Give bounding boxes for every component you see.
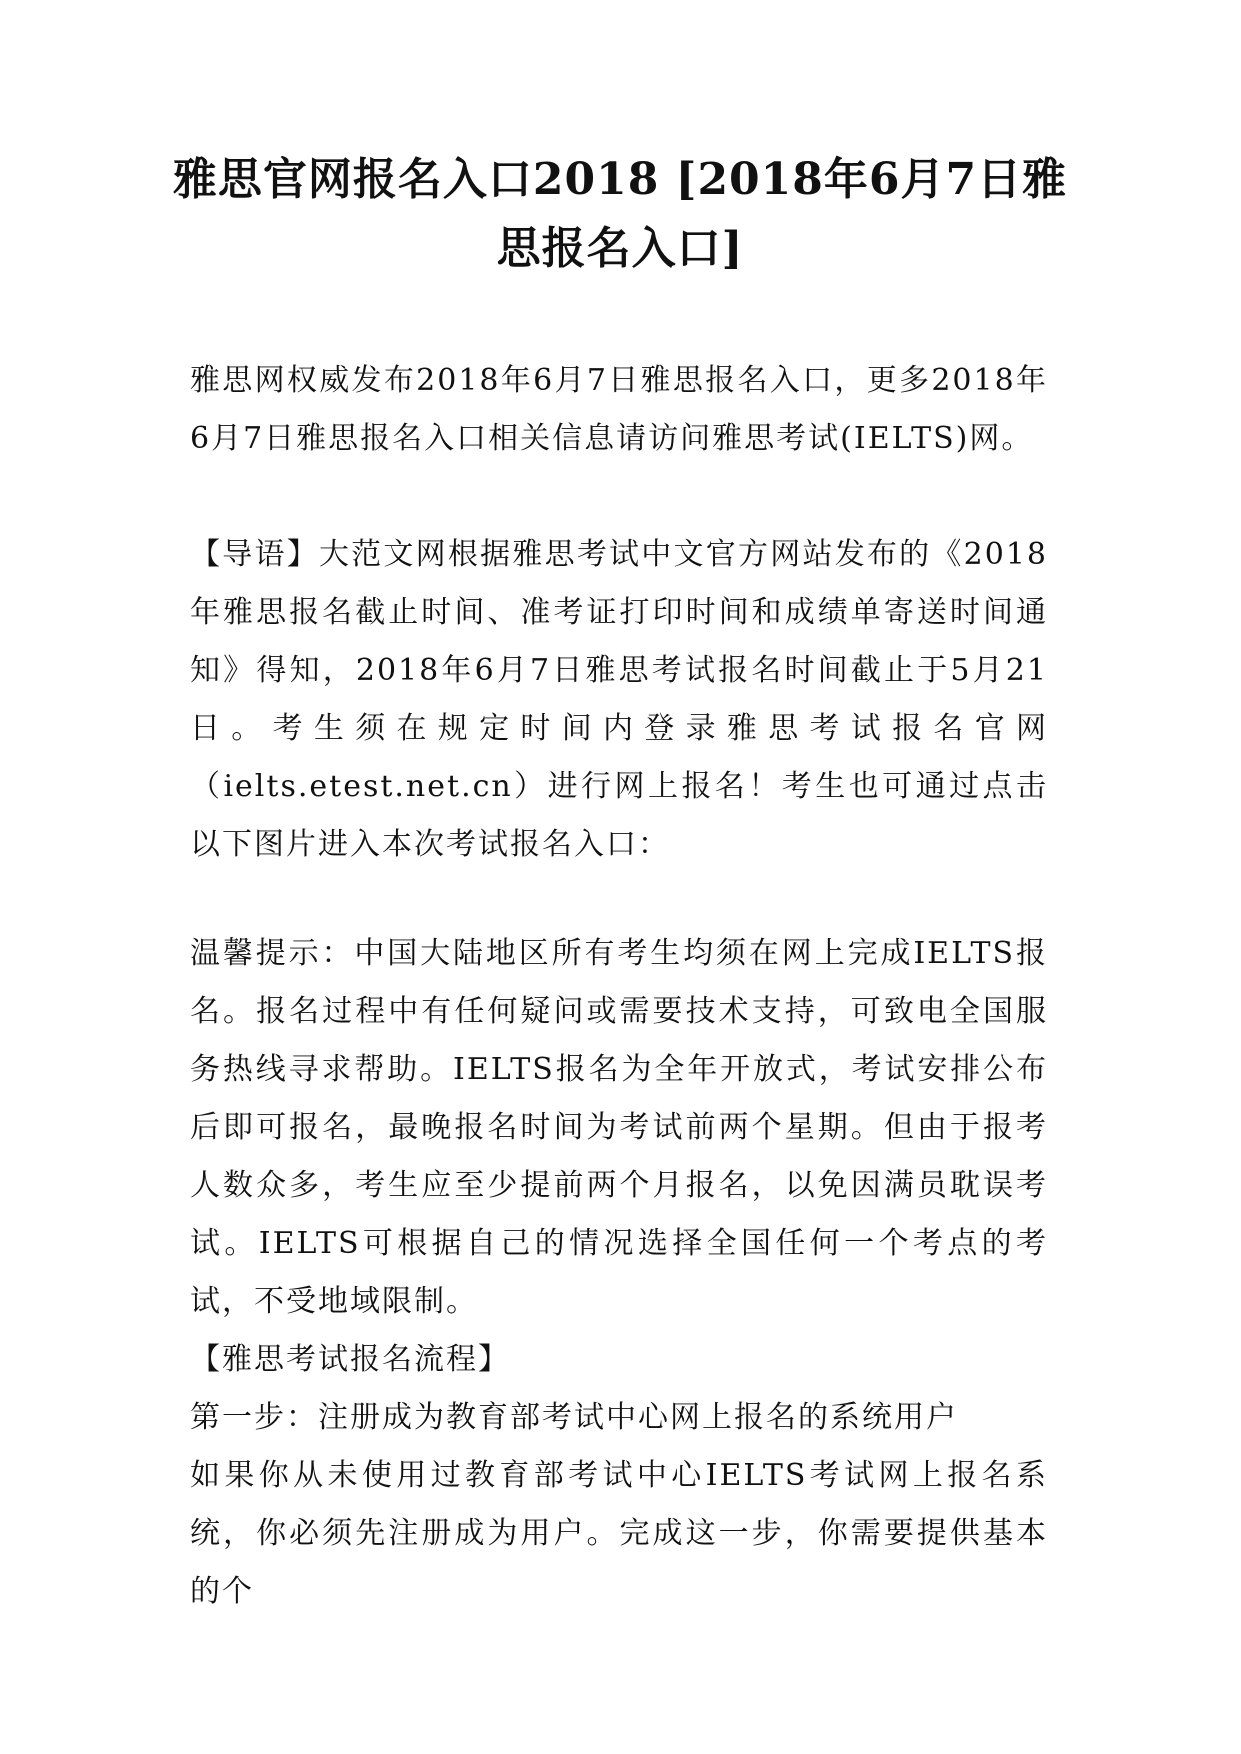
tips-paragraph: 温馨提示：中国大陆地区所有考生均须在网上完成IELTS报名。报名过程中有任何疑问或需要技术支持，可致电全国服务热线寻求帮助。IELTS报名为全年开放式，考试安排公布后即可报名，最晚报名时间为考试前两个星期。但由于报考人数众多，考生应至少提前两个月报名，以免因满员耽误考试。IELTS可根据自己的情况选择全国任何一个考点的考试，不受地域限制。	[190, 936, 1048, 1319]
intro-paragraph: 雅思网权威发布2018年6月7日雅思报名入口，更多2018年6月7日雅思报名入口相关信息请访问雅思考试(IELTS)网。	[190, 363, 1048, 456]
step-one-paragraph: 如果你从未使用过教育部考试中心IELTS考试网上报名系统，你必须先注册成为用户。完成这一步，你需要提供基本的个	[190, 1458, 1048, 1609]
page-title: 雅思官网报名入口2018 [2018年6月7日雅思报名入口]	[172, 154, 1068, 274]
lead-paragraph: 【导语】大范文网根据雅思考试中文官方网站发布的《2018年雅思报名截止时间、准考证打印时间和成绩单寄送时间通知》得知，2018年6月7日雅思考试报名时间截止于5月21日。考生须在规定时间内登录雅思考试报名官网（ielts.etest.net.cn）进行网上报名！考生也可通过点击以下图片进入本次考试报名入口：	[190, 537, 1048, 862]
step-one-heading: 第一步：注册成为教育部考试中心网上报名的系统用户	[190, 1400, 958, 1435]
section-heading: 【雅思考试报名流程】	[190, 1342, 510, 1377]
